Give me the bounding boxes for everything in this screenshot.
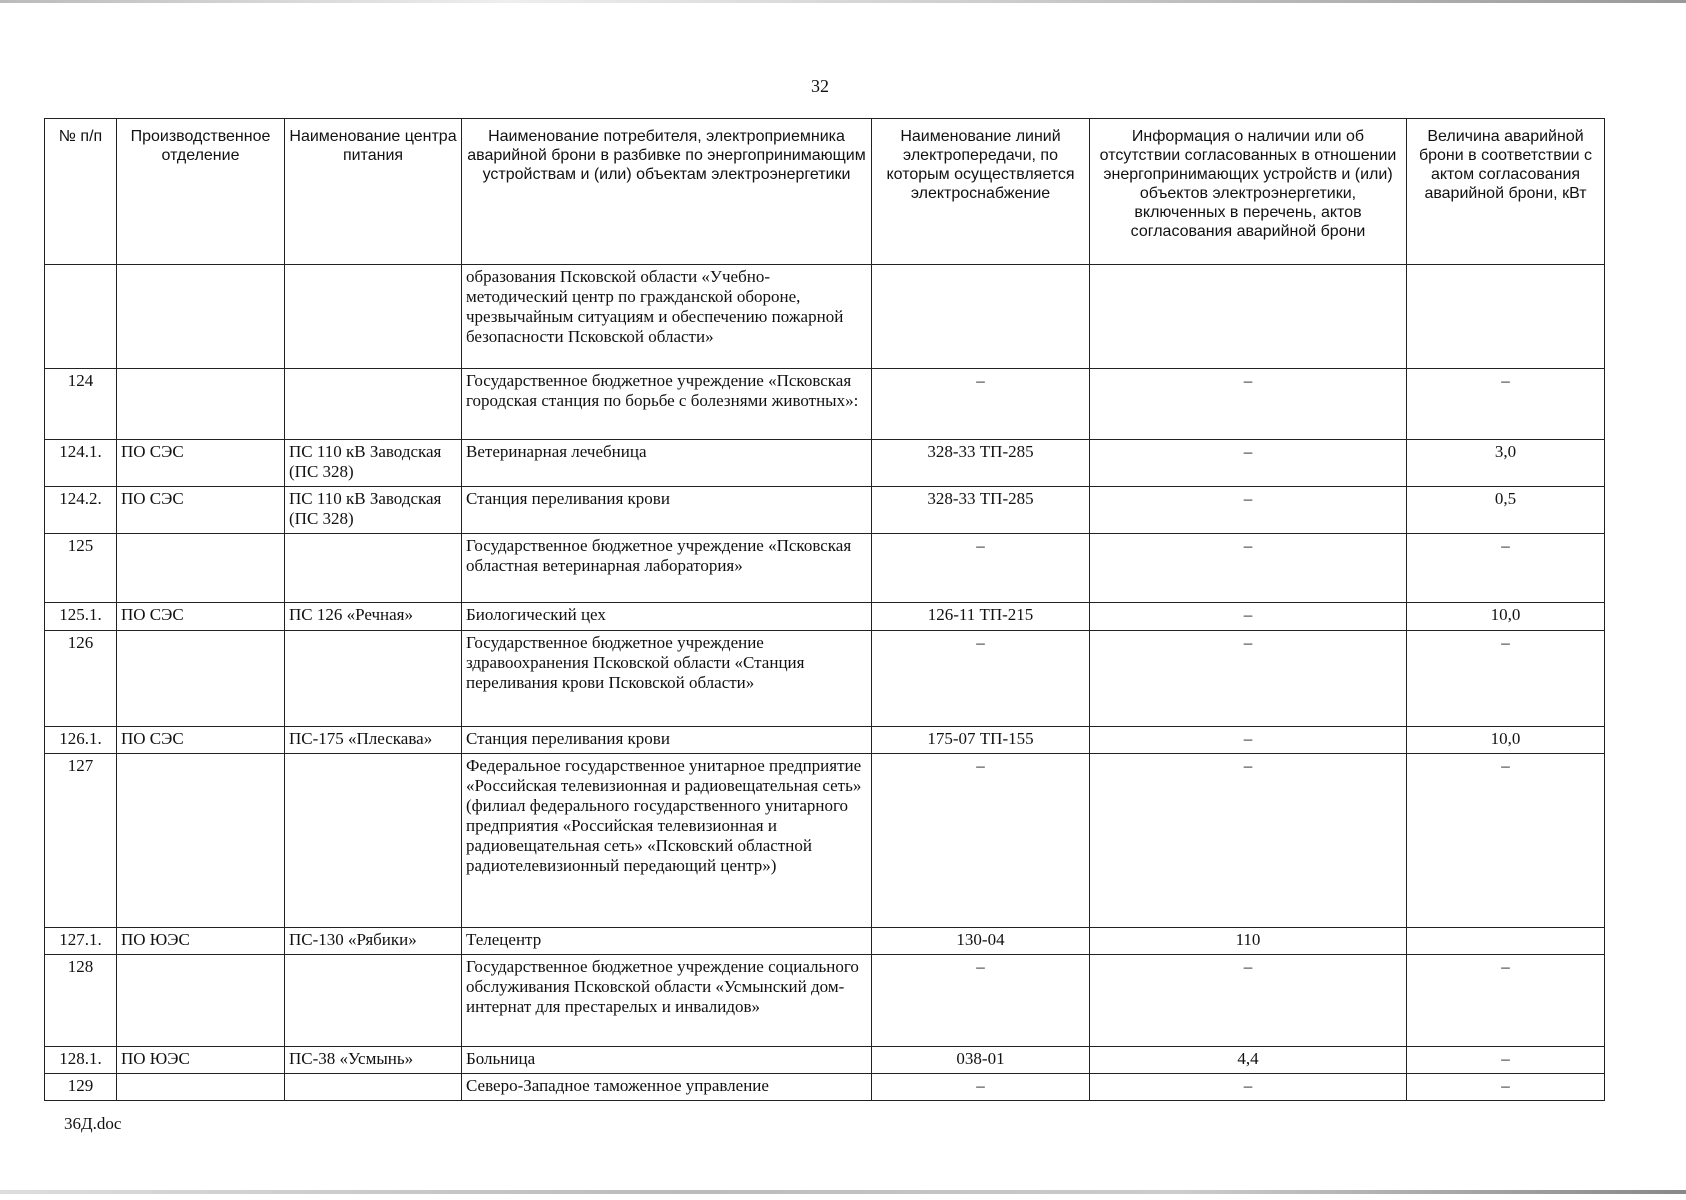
cell-consumer: Станция переливания крови xyxy=(462,487,872,534)
cell-center: ПС 110 кВ Заводская (ПС 328) xyxy=(285,487,462,534)
cell-info: – xyxy=(1090,603,1407,631)
cell-info: – xyxy=(1090,955,1407,1047)
table-row xyxy=(45,928,1605,955)
table-row xyxy=(45,487,1605,534)
cell-value: 10,0 xyxy=(1407,603,1605,631)
cell-consumer: Станция переливания крови xyxy=(462,727,872,754)
cell-value: – xyxy=(1407,1047,1605,1074)
table-row xyxy=(45,440,1605,487)
cell-center xyxy=(285,369,462,440)
cell-num: 124.1. xyxy=(45,440,117,487)
cell-lines: 130-04 xyxy=(872,928,1090,955)
footer-filename: 36Д.doc xyxy=(64,1114,122,1133)
cell-division xyxy=(117,754,285,928)
cell-info: – xyxy=(1090,727,1407,754)
cell-lines: 126-11 ТП-215 xyxy=(872,603,1090,631)
table-row xyxy=(45,1074,1605,1101)
cell-num: 127.1. xyxy=(45,928,117,955)
cell-division: ПО СЭС xyxy=(117,440,285,487)
cell-info: – xyxy=(1090,487,1407,534)
cell-center xyxy=(285,754,462,928)
cell-center: ПС-130 «Рябики» xyxy=(285,928,462,955)
table-row xyxy=(45,727,1605,754)
cell-center xyxy=(285,1074,462,1101)
cell-lines: 038-01 xyxy=(872,1047,1090,1074)
cell-division: ПО СЭС xyxy=(117,487,285,534)
cell-value xyxy=(1407,265,1605,369)
cell-center: ПС-175 «Плескава» xyxy=(285,727,462,754)
cell-info: – xyxy=(1090,1074,1407,1101)
table-row xyxy=(45,369,1605,440)
table-header-row xyxy=(45,119,1605,265)
cell-consumer: Больница xyxy=(462,1047,872,1074)
table-row xyxy=(45,265,1605,369)
cell-division: ПО СЭС xyxy=(117,603,285,631)
cell-lines: 328-33 ТП-285 xyxy=(872,440,1090,487)
cell-division: ПО СЭС xyxy=(117,727,285,754)
cell-num: 127 xyxy=(45,754,117,928)
cell-lines xyxy=(872,265,1090,369)
cell-value: – xyxy=(1407,369,1605,440)
cell-center: ПС-38 «Усмынь» xyxy=(285,1047,462,1074)
cell-num: 125.1. xyxy=(45,603,117,631)
cell-consumer: Государственное бюджетное учреждение «Псковская областная ветеринарная лаборатория» xyxy=(462,534,872,603)
cell-value: 10,0 xyxy=(1407,727,1605,754)
scan-edge-top xyxy=(0,0,1686,3)
cell-center xyxy=(285,631,462,727)
cell-num: 126.1. xyxy=(45,727,117,754)
cell-num xyxy=(45,265,117,369)
cell-center xyxy=(285,534,462,603)
cell-info xyxy=(1090,265,1407,369)
header-value: Величина аварийной брони в соответствии с актом согласования аварийной брони, кВт xyxy=(1407,119,1605,265)
cell-info: – xyxy=(1090,440,1407,487)
cell-info: – xyxy=(1090,534,1407,603)
cell-consumer: Ветеринарная лечебница xyxy=(462,440,872,487)
cell-division xyxy=(117,955,285,1047)
cell-consumer: Государственное бюджетное учреждение здравоохранения Псковской области «Станция переливания крови Псковской области» xyxy=(462,631,872,727)
cell-lines: – xyxy=(872,955,1090,1047)
cell-consumer: Биологический цех xyxy=(462,603,872,631)
cell-consumer: Телецентр xyxy=(462,928,872,955)
reservation-table xyxy=(44,118,1605,1101)
cell-consumer: образования Псковской области «Учебно-методический центр по гражданской обороне, чрезвычайным ситуациям и обеспечению пожарной безопасности Псковской области» xyxy=(462,265,872,369)
cell-num: 128.1. xyxy=(45,1047,117,1074)
cell-num: 124 xyxy=(45,369,117,440)
table-row xyxy=(45,603,1605,631)
cell-lines: – xyxy=(872,631,1090,727)
cell-lines: – xyxy=(872,1074,1090,1101)
cell-info: – xyxy=(1090,754,1407,928)
cell-center xyxy=(285,265,462,369)
cell-value: 3,0 xyxy=(1407,440,1605,487)
cell-num: 128 xyxy=(45,955,117,1047)
cell-info: 4,4 xyxy=(1090,1047,1407,1074)
cell-lines: – xyxy=(872,369,1090,440)
cell-center: ПС 126 «Речная» xyxy=(285,603,462,631)
cell-division: ПО ЮЭС xyxy=(117,1047,285,1074)
header-lines: Наименование линий электропередачи, по которым осуществляется электроснабжение xyxy=(872,119,1090,265)
cell-division xyxy=(117,369,285,440)
cell-lines: – xyxy=(872,534,1090,603)
table-body xyxy=(45,265,1605,1101)
cell-num: 125 xyxy=(45,534,117,603)
cell-info: – xyxy=(1090,369,1407,440)
header-num: № п/п xyxy=(45,119,117,265)
cell-division xyxy=(117,1074,285,1101)
cell-value: – xyxy=(1407,1074,1605,1101)
table-row xyxy=(45,955,1605,1047)
cell-division xyxy=(117,631,285,727)
cell-value: – xyxy=(1407,534,1605,603)
table-row xyxy=(45,754,1605,928)
cell-lines: – xyxy=(872,754,1090,928)
cell-value: – xyxy=(1407,754,1605,928)
header-consumer: Наименование потребителя, электроприемника аварийной брони в разбивке по энергопринимающим устройствам и (или) объектам электроэнергетики xyxy=(462,119,872,265)
page-number: 32 xyxy=(811,76,829,96)
table-row xyxy=(45,1047,1605,1074)
cell-num: 129 xyxy=(45,1074,117,1101)
header-info: Информация о наличии или об отсутствии согласованных в отношении энергопринимающих устройств и (или) объектов электроэнергетики, включенных в перечень, актов согласования аварийной брони xyxy=(1090,119,1407,265)
cell-consumer: Государственное бюджетное учреждение «Псковская городская станция по борьбе с болезнями животных»: xyxy=(462,369,872,440)
cell-info: 110 xyxy=(1090,928,1407,955)
header-center: Наименование центра питания xyxy=(285,119,462,265)
cell-value: 0,5 xyxy=(1407,487,1605,534)
table-row xyxy=(45,631,1605,727)
cell-division xyxy=(117,534,285,603)
cell-value xyxy=(1407,928,1605,955)
cell-value: – xyxy=(1407,955,1605,1047)
cell-num: 126 xyxy=(45,631,117,727)
table-row xyxy=(45,534,1605,603)
scan-edge-bottom xyxy=(0,1190,1686,1194)
cell-center xyxy=(285,955,462,1047)
cell-lines: 328-33 ТП-285 xyxy=(872,487,1090,534)
cell-consumer: Федеральное государственное унитарное предприятие «Российская телевизионная и радиовещательная сеть» (филиал федерального государственного унитарного предприятия «Российская телевизионная и радиовещательная сеть» «Псковский областной радиотелевизионный передающий центр») xyxy=(462,754,872,928)
cell-division: ПО ЮЭС xyxy=(117,928,285,955)
cell-info: – xyxy=(1090,631,1407,727)
header-division: Производственное отделение xyxy=(117,119,285,265)
cell-consumer: Государственное бюджетное учреждение социального обслуживания Псковской области «Усмынский дом-интернат для престарелых и инвалидов» xyxy=(462,955,872,1047)
cell-num: 124.2. xyxy=(45,487,117,534)
cell-consumer: Северо-Западное таможенное управление xyxy=(462,1074,872,1101)
cell-division xyxy=(117,265,285,369)
cell-value: – xyxy=(1407,631,1605,727)
cell-lines: 175-07 ТП-155 xyxy=(872,727,1090,754)
cell-center: ПС 110 кВ Заводская (ПС 328) xyxy=(285,440,462,487)
